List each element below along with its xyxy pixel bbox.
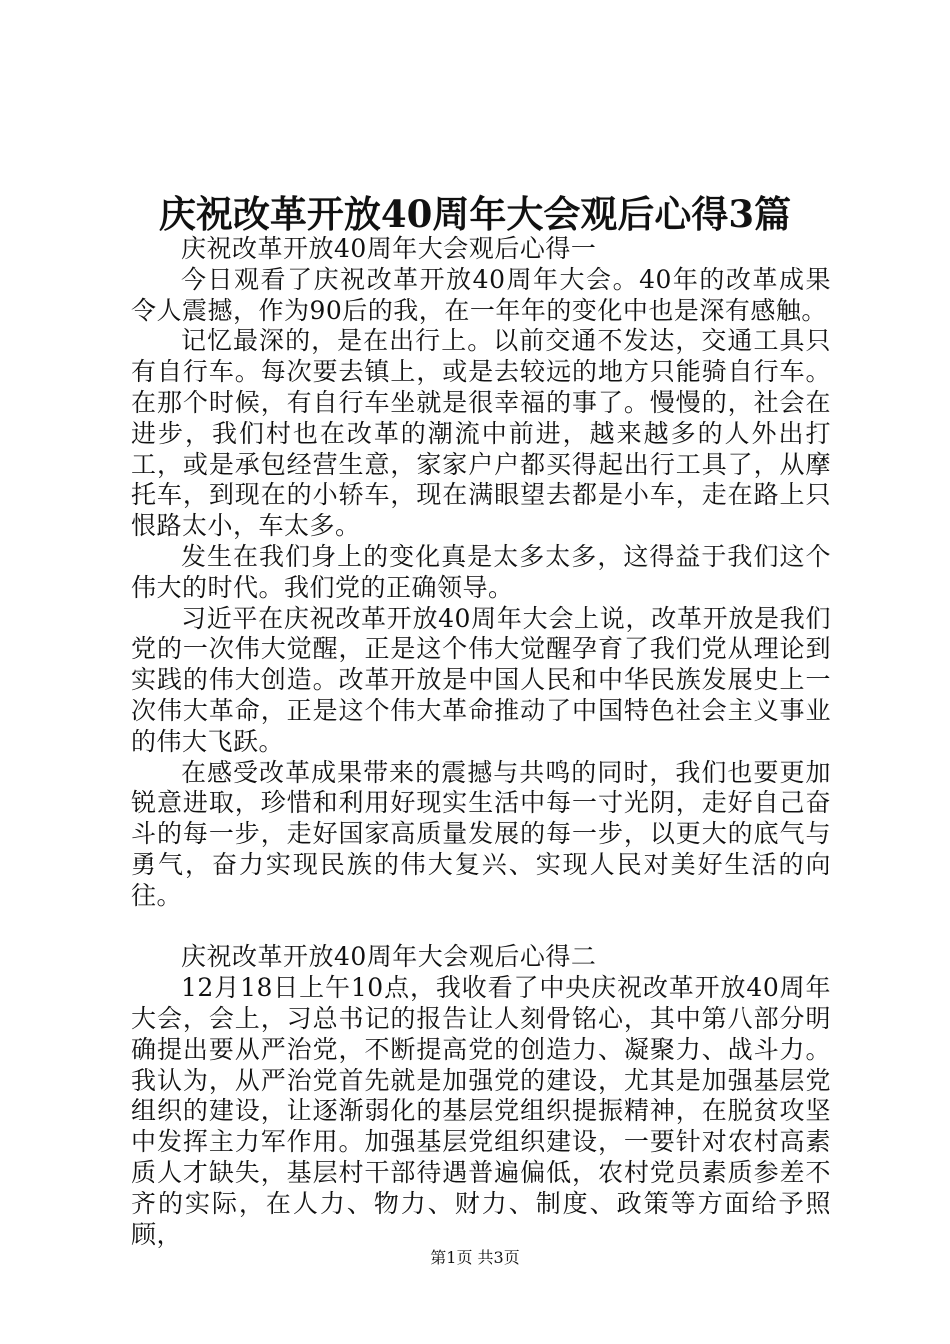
paragraph: 在感受改革成果带来的震撼与共鸣的同时，我们也要更加锐意进取，珍惜和利用好现实生活中每一寸光阴，走好自己奋斗的每一步，走好国家高质量发展的每一步，以更大的底气与勇气，奋力实现民族的伟大复兴、实现人民对美好生活的向往。: [131, 757, 831, 910]
document-body: [131, 234, 831, 1250]
section-heading: 庆祝改革开放40周年大会观后心得一: [181, 234, 597, 263]
paragraph: 发生在我们身上的变化真是太多太多，这得益于我们这个伟大的时代。我们党的正确领导。: [131, 541, 831, 602]
paragraph: 习近平在庆祝改革开放40周年大会上说，改革开放是我们党的一次伟大觉醒，正是这个伟大觉醒孕育了我们党从理论到实践的伟大创造。改革开放是中国人民和中华民族发展史上一次伟大革命，正是这个伟大革命推动了中国特色社会主义事业的伟大飞跃。: [131, 603, 831, 756]
paragraph: 12月18日上午10点，我收看了中央庆祝改革开放40周年大会，会上，习总书记的报告让人刻骨铭心，其中第八部分明确提出要从严治党，不断提高党的创造力、凝聚力、战斗力。我认为，从严治党首先就是加强党的建设，尤其是加强基层党组织的建设，让逐渐弱化的基层党组织提振精神，在脱贫攻坚中发挥主力军作用。加强基层党组织建设，一要针对农村高素质人才缺失，基层村干部待遇普遍偏低，农村党员素质参差不齐的实际，在人力、物力、财力、制度、政策等方面给予照顾，: [131, 973, 831, 1249]
section-spacer: [131, 912, 831, 943]
paragraph: 今日观看了庆祝改革开放40周年大会。40年的改革成果令人震撼，作为90后的我，在一年年的变化中也是深有感触。: [131, 264, 831, 325]
paragraph: 记忆最深的，是在出行上。以前交通不发达，交通工具只有自行车。每次要去镇上，或是去较远的地方只能骑自行车。在那个时候，有自行车坐就是很幸福的事了。慢慢的，社会在进步，我们村也在改革的潮流中前进，越来越多的人外出打工，或是承包经营生意，家家户户都买得起出行工具了，从摩托车，到现在的小轿车，现在满眼望去都是小车，走在路上只恨路太小，车太多。: [131, 326, 831, 541]
section-heading: 庆祝改革开放40周年大会观后心得二: [181, 942, 597, 972]
document-title: 庆祝改革开放40周年大会观后心得3篇: [158, 192, 792, 236]
page-footer: 第1页 共3页: [430, 1248, 520, 1267]
